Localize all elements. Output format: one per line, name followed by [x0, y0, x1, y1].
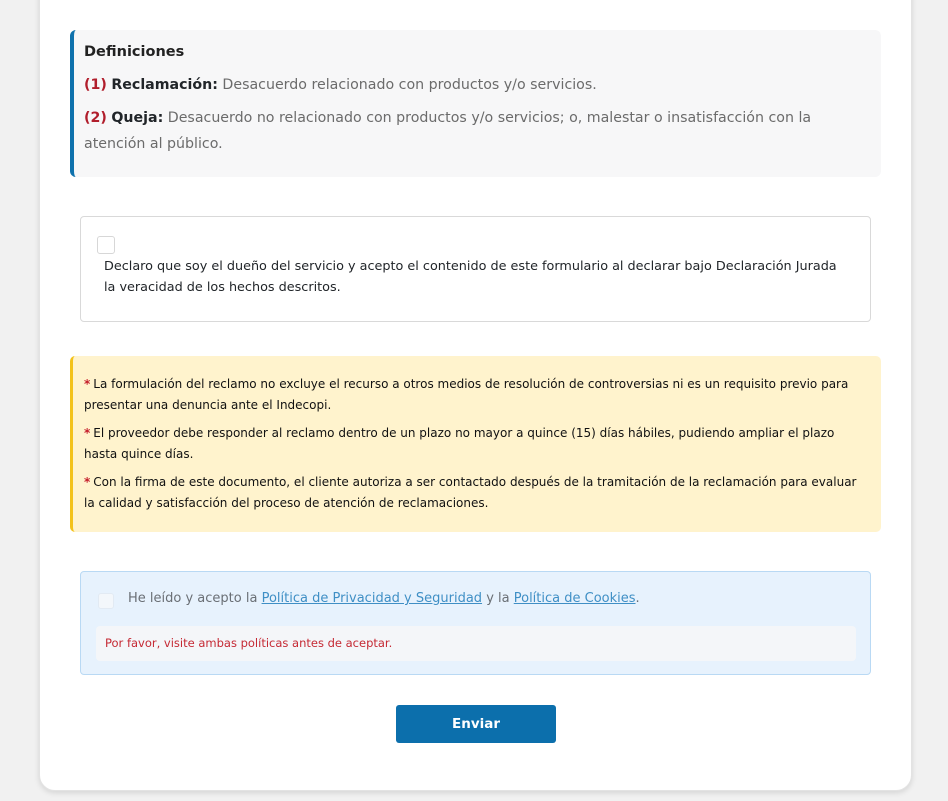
definition-number: (2) — [84, 110, 107, 126]
legal-note-text: El proveedor debe responder al reclamo dentro de un plazo no mayor a quince (15) días hábiles, pudiendo ampliar el plazo hasta quince días. — [84, 426, 835, 461]
policy-error-message: Por favor, visite ambas políticas antes de aceptar. — [96, 626, 856, 661]
policy-middle: y la — [486, 591, 510, 606]
legal-notes-panel — [70, 356, 881, 532]
definition-text: Desacuerdo relacionado con productos y/o servicios. — [222, 77, 597, 93]
legal-note-text: Con la firma de este documento, el cliente autoriza a ser contactado después de la tramitación de la reclamación para evaluar la calidad y satisfacción del proceso de atención de reclamaciones. — [84, 475, 857, 510]
required-asterisk: * — [84, 475, 91, 489]
required-asterisk: * — [84, 426, 91, 440]
legal-note — [84, 472, 869, 513]
policy-acceptance-label — [128, 589, 640, 609]
definitions-panel — [70, 30, 881, 177]
definition-number: (1) — [84, 77, 107, 93]
definition-item-queja — [84, 105, 871, 157]
definition-term: Reclamación: — [111, 77, 218, 93]
definition-item-reclamacion — [84, 72, 871, 98]
cookies-policy-link[interactable]: Política de Cookies — [513, 591, 636, 606]
policy-acceptance-box — [80, 571, 871, 675]
legal-note — [84, 423, 869, 464]
required-asterisk: * — [84, 377, 91, 391]
definition-text: Desacuerdo no relacionado con productos y/o servicios; o, malestar o insatisfacción con la atención al público. — [84, 110, 812, 152]
privacy-policy-link[interactable]: Política de Privacidad y Seguridad — [261, 591, 483, 606]
policy-prefix: He leído y acepto la — [128, 591, 258, 606]
definitions-title: Definiciones — [84, 44, 185, 60]
declaration-box — [80, 216, 871, 322]
policy-checkbox[interactable] — [98, 593, 114, 609]
submit-button[interactable]: Enviar — [396, 705, 556, 743]
legal-note — [84, 374, 869, 415]
legal-note-text: La formulación del reclamo no excluye el recurso a otros medios de resolución de controversias ni es un requisito previo para presentar una denuncia ante el Indecopi. — [84, 377, 849, 412]
declaration-checkbox[interactable] — [97, 236, 115, 254]
policy-suffix: . — [635, 591, 640, 606]
declaration-text: Declaro que soy el dueño del servicio y acepto el contenido de este formulario al declarar bajo Declaración Jurada la veracidad de los hechos descritos. — [104, 259, 837, 295]
definition-term: Queja: — [111, 110, 164, 126]
